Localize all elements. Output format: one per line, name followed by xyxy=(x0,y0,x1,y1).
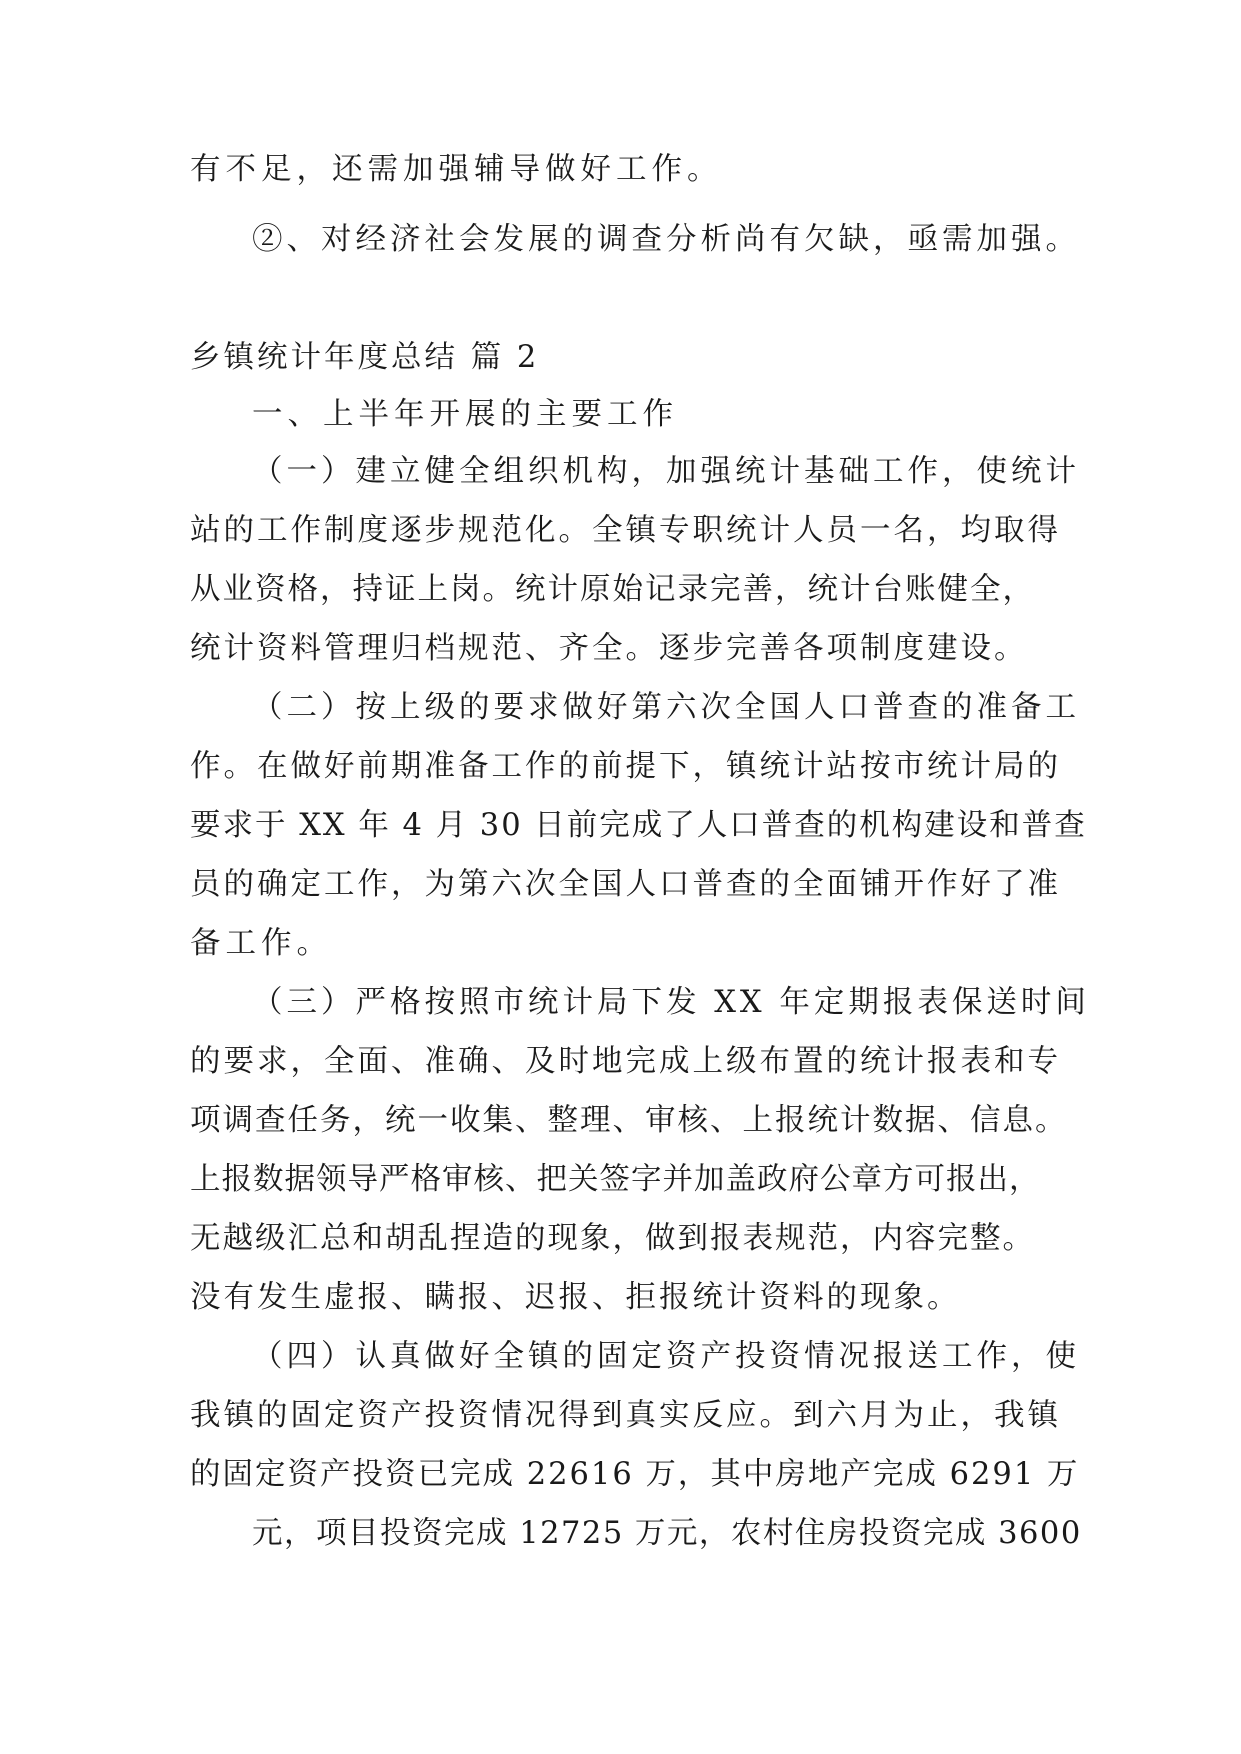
para-3-line-6: 没有发生虚报、瞒报、迟报、拒报统计资料的现象。 xyxy=(190,1280,961,1315)
para-2-line-3: 要求于 XX 年 4 月 30 日前完成了人口普查的机构建设和普查 xyxy=(190,808,1087,843)
para-1-line-1: （一）建立健全组织机构，加强统计基础工作，使统计 xyxy=(252,454,1080,489)
para-2-line-5: 备工作。 xyxy=(190,926,332,961)
section-heading: 一、上半年开展的主要工作 xyxy=(252,397,678,432)
body-line-2: ②、对经济社会发展的调查分析尚有欠缺，亟需加强。 xyxy=(252,222,1080,257)
section-title: 乡镇统计年度总结 篇 2 xyxy=(190,340,540,375)
para-1-line-2: 站的工作制度逐步规范化。全镇专职统计人员一名，均取得 xyxy=(190,513,1061,548)
para-2-line-1: （二）按上级的要求做好第六次全国人口普查的准备工 xyxy=(252,690,1080,725)
body-line-1: 有不足，还需加强辅导做好工作。 xyxy=(190,152,723,187)
para-4-line-3: 的固定资产投资已完成 22616 万，其中房地产完成 6291 万 xyxy=(190,1457,1080,1492)
para-3-line-2: 的要求，全面、准确、及时地完成上级布置的统计报表和专 xyxy=(190,1044,1061,1079)
para-1-line-4: 统计资料管理归档规范、齐全。逐步完善各项制度建设。 xyxy=(190,631,1028,666)
para-1-line-3: 从业资格，持证上岗。统计原始记录完善，统计台账健全， xyxy=(190,572,1035,607)
para-2-line-2: 作。在做好前期准备工作的前提下，镇统计站按市统计局的 xyxy=(190,749,1061,784)
para-4-line-4: 元，项目投资完成 12725 万元，农村住房投资完成 3600 xyxy=(252,1516,1082,1551)
para-3-line-5: 无越级汇总和胡乱捏造的现象，做到报表规范，内容完整。 xyxy=(190,1221,1035,1256)
para-4-line-1: （四）认真做好全镇的固定资产投资情况报送工作，使 xyxy=(252,1339,1080,1374)
para-3-line-1: （三）严格按照市统计局下发 XX 年定期报表保送时间 xyxy=(252,985,1090,1020)
para-2-line-4: 员的确定工作，为第六次全国人口普查的全面铺开作好了准 xyxy=(190,867,1061,902)
para-4-line-2: 我镇的固定资产投资情况得到真实反应。到六月为止，我镇 xyxy=(190,1398,1061,1433)
para-3-line-3: 项调查任务，统一收集、整理、审核、上报统计数据、信息。 xyxy=(190,1103,1068,1138)
para-3-line-4: 上报数据领导严格审核、把关签字并加盖政府公章方可报出， xyxy=(190,1162,1041,1197)
